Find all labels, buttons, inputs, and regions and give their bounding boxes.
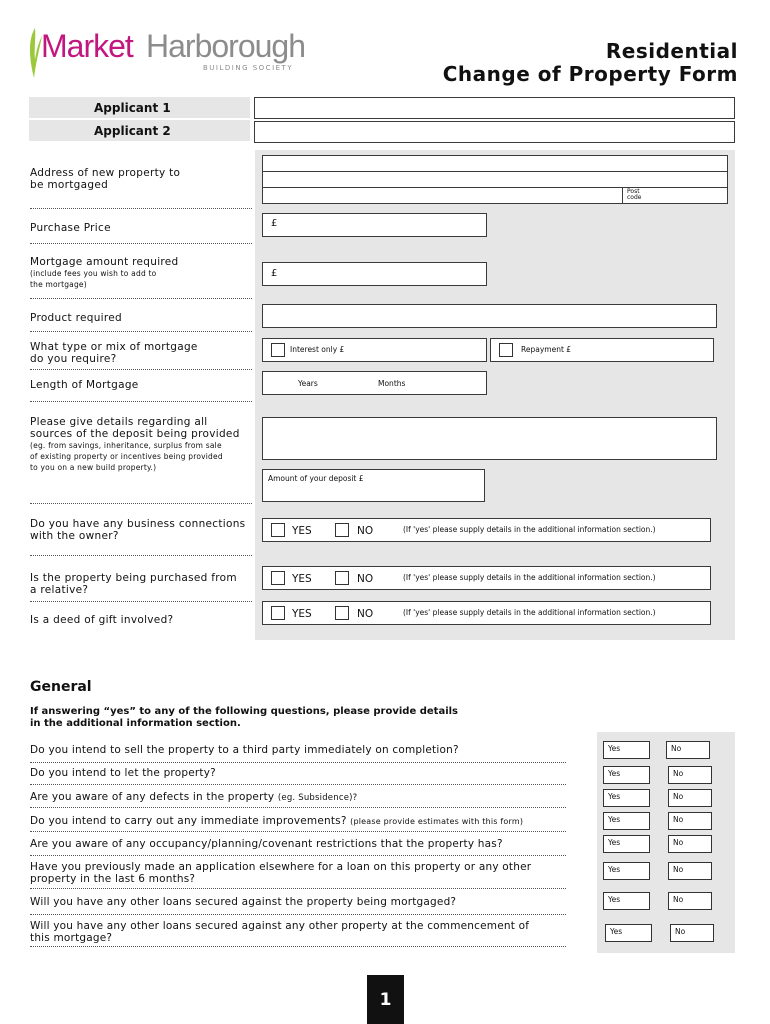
divider	[30, 243, 252, 244]
q5-yes-box[interactable]: Yes	[603, 835, 650, 853]
divider	[30, 946, 566, 947]
relative-no-checkbox[interactable]	[335, 571, 349, 585]
general-question-7: Will you have any other loans secured against the property being mortgaged?	[30, 896, 457, 908]
deposit-sublabel: (eg. from savings, inheritance, surplus from sale of existing property or incentives being provided to you on a new build property.)	[30, 441, 223, 472]
page-title	[443, 40, 738, 86]
q8-no-box[interactable]: No	[670, 924, 714, 942]
general-question-8: Will you have any other loans secured against any other property at the commencement of this mortgage?	[30, 920, 530, 944]
months-label: Months	[378, 379, 406, 388]
q4-no-box[interactable]: No	[668, 812, 712, 830]
address-line-2[interactable]	[262, 171, 728, 188]
business-connections-yes-checkbox[interactable]	[271, 523, 285, 537]
applicant-2-input[interactable]	[254, 121, 735, 143]
q5-no-box[interactable]: No	[668, 835, 712, 853]
purchase-price-label: Purchase Price	[30, 222, 111, 234]
yes-label: YES	[292, 573, 312, 585]
divider	[30, 888, 566, 889]
logo-market: Market	[41, 28, 133, 64]
q2-no-box[interactable]: No	[668, 766, 712, 784]
divider	[30, 831, 566, 832]
divider	[30, 298, 252, 299]
q2-yes-box[interactable]: Yes	[603, 766, 650, 784]
purchase-price-currency: £	[271, 218, 278, 229]
interest-only-field[interactable]	[262, 338, 487, 362]
divider	[30, 555, 252, 556]
mortgage-amount-currency: £	[271, 268, 278, 279]
general-question-5: Are you aware of any occupancy/planning/covenant restrictions that the property has?	[30, 838, 503, 850]
mortgage-length-label: Length of Mortgage	[30, 379, 139, 391]
deposit-label: Please give details regarding all sources of the deposit being provided	[30, 416, 240, 440]
divider	[30, 503, 252, 504]
applicant-1-label-cell	[29, 97, 250, 118]
relative-question: Is the property being purchased from a relative?	[30, 572, 237, 596]
applicant-1-input[interactable]	[254, 97, 735, 119]
divider	[30, 914, 566, 915]
divider	[30, 208, 252, 209]
mortgage-amount-label: Mortgage amount required	[30, 256, 179, 268]
yes-label: YES	[292, 525, 312, 537]
yes-details-note: (If 'yes' please supply details in the additional information section.)	[403, 525, 656, 534]
interest-only-label: Interest only £	[290, 345, 345, 354]
business-connections-no-checkbox[interactable]	[335, 523, 349, 537]
no-label: NO	[357, 573, 374, 585]
product-label: Product required	[30, 312, 122, 324]
divider	[30, 807, 566, 808]
q1-yes-box[interactable]: Yes	[603, 741, 650, 759]
applicant-2-label: Applicant 2	[94, 124, 171, 138]
q7-no-box[interactable]: No	[668, 892, 712, 910]
general-question-4: Do you intend to carry out any immediate improvements? (please provide estimates with this form)	[30, 815, 524, 827]
logo-subtitle: BUILDING SOCIETY	[203, 64, 294, 72]
no-label: NO	[357, 608, 374, 620]
yes-details-note: (If 'yes' please supply details in the additional information section.)	[403, 608, 656, 617]
general-question-2: Do you intend to let the property?	[30, 767, 216, 779]
q7-yes-box[interactable]: Yes	[603, 892, 650, 910]
business-connections-question: Do you have any business connections with the owner?	[30, 518, 246, 542]
deed-of-gift-no-checkbox[interactable]	[335, 606, 349, 620]
mortgage-mix-label: What type or mix of mortgage do you require?	[30, 341, 198, 365]
repayment-checkbox[interactable]	[499, 343, 513, 357]
general-heading: General	[30, 679, 92, 695]
q3-no-box[interactable]: No	[668, 789, 712, 807]
purchase-price-input[interactable]	[262, 213, 487, 237]
logo-harborough: Harborough	[146, 28, 305, 64]
relative-yes-checkbox[interactable]	[271, 571, 285, 585]
general-intro: If answering “yes” to any of the following questions, please provide details in the additional information section.	[30, 706, 459, 729]
divider	[30, 331, 252, 332]
page-number-box	[367, 975, 404, 1024]
postcode-label: Post code	[627, 188, 642, 201]
page-number: 1	[379, 990, 392, 1010]
title-line-2: Change of Property Form	[442, 62, 738, 86]
mortgage-length-input[interactable]	[262, 371, 487, 395]
divider	[30, 762, 566, 763]
divider	[30, 855, 566, 856]
postcode-input[interactable]	[622, 187, 728, 204]
general-question-1: Do you intend to sell the property to a third party immediately on completion?	[30, 744, 459, 756]
deposit-details-input[interactable]	[262, 417, 717, 460]
interest-only-checkbox[interactable]	[271, 343, 285, 357]
address-line-1[interactable]	[262, 155, 728, 172]
business-connections-field[interactable]	[262, 518, 711, 542]
deposit-amount-label: Amount of your deposit £	[268, 474, 364, 483]
address-label: Address of new property to be mortgaged	[30, 167, 181, 191]
logo	[26, 26, 326, 82]
address-line-3[interactable]	[262, 187, 623, 204]
general-question-3: Are you aware of any defects in the property (eg. Subsidence)?	[30, 791, 358, 803]
deed-of-gift-field[interactable]	[262, 601, 711, 625]
title-line-1: Residential	[605, 39, 738, 63]
applicant-1-label: Applicant 1	[94, 101, 171, 115]
relative-field[interactable]	[262, 566, 711, 590]
general-question-6: Have you previously made an application elsewhere for a loan on this property or any other property in the last 6 months?	[30, 861, 532, 885]
repayment-label: Repayment £	[521, 345, 572, 354]
q4-yes-box[interactable]: Yes	[603, 812, 650, 830]
product-input[interactable]	[262, 304, 717, 328]
divider	[30, 401, 252, 402]
q6-yes-box[interactable]: Yes	[603, 862, 650, 880]
yes-label: YES	[292, 608, 312, 620]
deed-of-gift-question: Is a deed of gift involved?	[30, 614, 174, 626]
divider	[30, 369, 252, 370]
repayment-field[interactable]	[490, 338, 714, 362]
divider	[30, 784, 566, 785]
applicant-2-label-cell	[29, 120, 250, 141]
deposit-amount-input[interactable]	[262, 469, 485, 502]
deed-of-gift-yes-checkbox[interactable]	[271, 606, 285, 620]
no-label: NO	[357, 525, 374, 537]
divider	[30, 601, 252, 602]
years-label: Years	[298, 379, 318, 388]
q1-no-box[interactable]: No	[666, 741, 710, 759]
mortgage-amount-input[interactable]	[262, 262, 487, 286]
q8-yes-box[interactable]: Yes	[605, 924, 652, 942]
mortgage-amount-sublabel: (include fees you wish to add to the mortgage)	[30, 269, 157, 289]
yes-details-note: (If 'yes' please supply details in the additional information section.)	[403, 573, 656, 582]
q6-no-box[interactable]: No	[668, 862, 712, 880]
q3-yes-box[interactable]: Yes	[603, 789, 650, 807]
